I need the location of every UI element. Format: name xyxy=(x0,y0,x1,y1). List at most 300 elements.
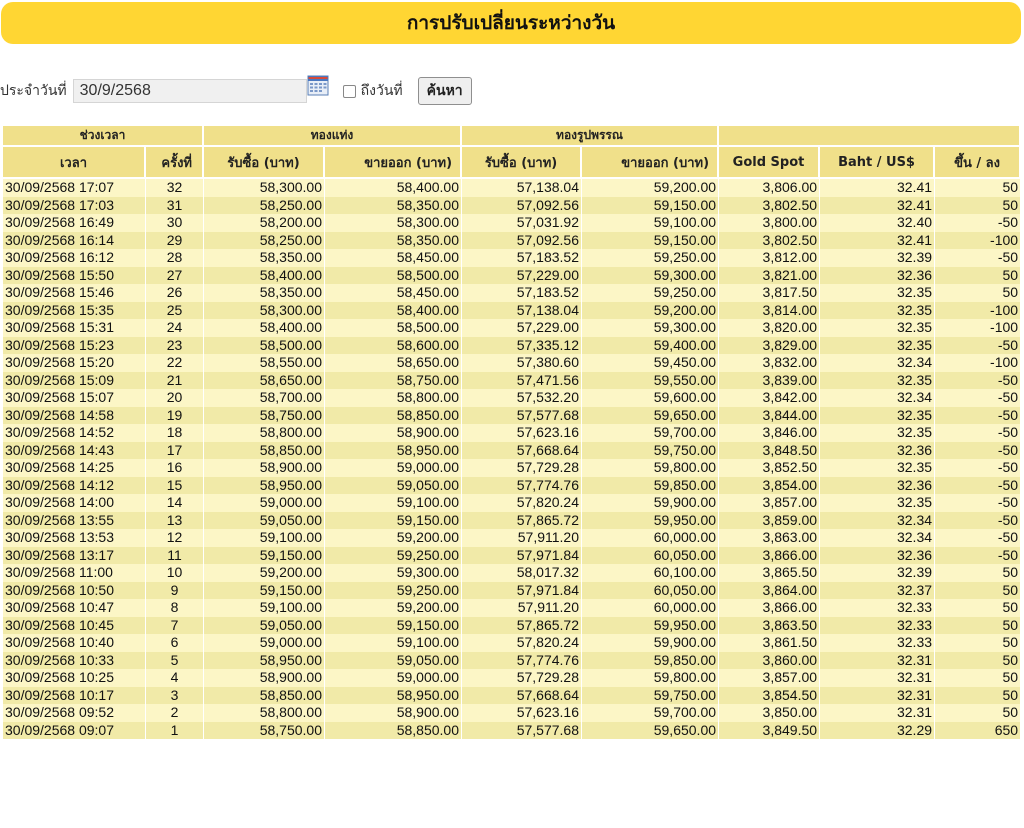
cell-bar-sell: 59,100.00 xyxy=(325,494,462,512)
cell-gold-spot: 3,800.00 xyxy=(719,214,820,232)
cell-ornament-sell: 59,950.00 xyxy=(582,617,719,635)
cell-baht-usd: 32.39 xyxy=(820,249,935,267)
cell-count: 13 xyxy=(146,512,204,530)
cell-bar-sell: 58,300.00 xyxy=(325,214,462,232)
group-header-other xyxy=(719,126,1021,147)
to-date-checkbox[interactable] xyxy=(343,85,356,98)
cell-ornament-buy: 57,623.16 xyxy=(462,424,582,442)
cell-gold-spot: 3,849.50 xyxy=(719,722,820,740)
cell-baht-usd: 32.35 xyxy=(820,494,935,512)
cell-change: 50 xyxy=(935,617,1021,635)
cell-bar-buy: 58,350.00 xyxy=(204,249,325,267)
table-row xyxy=(3,704,1021,722)
cell-gold-spot: 3,806.00 xyxy=(719,179,820,197)
table-row xyxy=(3,459,1021,477)
cell-bar-sell: 58,900.00 xyxy=(325,424,462,442)
table-row xyxy=(3,564,1021,582)
cell-change: 50 xyxy=(935,267,1021,285)
cell-gold-spot: 3,812.00 xyxy=(719,249,820,267)
cell-count: 16 xyxy=(146,459,204,477)
cell-baht-usd: 32.35 xyxy=(820,459,935,477)
cell-gold-spot: 3,863.00 xyxy=(719,529,820,547)
cell-count: 9 xyxy=(146,582,204,600)
price-table xyxy=(3,126,1021,739)
cell-time: 30/09/2568 15:50 xyxy=(3,267,146,285)
cell-gold-spot: 3,832.00 xyxy=(719,354,820,372)
cell-bar-sell: 59,050.00 xyxy=(325,652,462,670)
cell-change: 50 xyxy=(935,599,1021,617)
cell-baht-usd: 32.31 xyxy=(820,652,935,670)
table-row xyxy=(3,302,1021,320)
cell-change: -50 xyxy=(935,547,1021,565)
cell-change: 50 xyxy=(935,704,1021,722)
cell-bar-buy: 58,200.00 xyxy=(204,214,325,232)
cell-time: 30/09/2568 11:00 xyxy=(3,564,146,582)
cell-ornament-sell: 59,150.00 xyxy=(582,232,719,250)
cell-bar-sell: 58,600.00 xyxy=(325,337,462,355)
cell-ornament-buy: 57,865.72 xyxy=(462,617,582,635)
cell-bar-sell: 59,200.00 xyxy=(325,529,462,547)
cell-baht-usd: 32.36 xyxy=(820,477,935,495)
cell-baht-usd: 32.36 xyxy=(820,547,935,565)
cell-ornament-buy: 57,911.20 xyxy=(462,599,582,617)
cell-time: 30/09/2568 13:55 xyxy=(3,512,146,530)
cell-bar-sell: 59,250.00 xyxy=(325,582,462,600)
cell-bar-buy: 58,500.00 xyxy=(204,337,325,355)
cell-bar-buy: 58,850.00 xyxy=(204,442,325,460)
cell-bar-sell: 58,800.00 xyxy=(325,389,462,407)
cell-count: 19 xyxy=(146,407,204,425)
table-row xyxy=(3,512,1021,530)
cell-change: -100 xyxy=(935,354,1021,372)
cell-baht-usd: 32.35 xyxy=(820,284,935,302)
cell-change: -50 xyxy=(935,372,1021,390)
cell-gold-spot: 3,865.50 xyxy=(719,564,820,582)
cell-ornament-sell: 60,050.00 xyxy=(582,582,719,600)
cell-ornament-sell: 59,950.00 xyxy=(582,512,719,530)
cell-bar-sell: 58,650.00 xyxy=(325,354,462,372)
cell-time: 30/09/2568 10:47 xyxy=(3,599,146,617)
cell-count: 14 xyxy=(146,494,204,512)
cell-ornament-buy: 57,532.20 xyxy=(462,389,582,407)
cell-time: 30/09/2568 10:33 xyxy=(3,652,146,670)
cell-ornament-buy: 57,335.12 xyxy=(462,337,582,355)
cell-gold-spot: 3,866.00 xyxy=(719,547,820,565)
cell-time: 30/09/2568 09:07 xyxy=(3,722,146,740)
cell-count: 31 xyxy=(146,197,204,215)
cell-change: 50 xyxy=(935,652,1021,670)
cell-change: -100 xyxy=(935,302,1021,320)
cell-time: 30/09/2568 15:09 xyxy=(3,372,146,390)
cell-ornament-buy: 57,820.24 xyxy=(462,494,582,512)
cell-baht-usd: 32.36 xyxy=(820,442,935,460)
group-header-row xyxy=(3,126,1021,147)
cell-gold-spot: 3,857.00 xyxy=(719,669,820,687)
cell-bar-buy: 58,650.00 xyxy=(204,372,325,390)
table-row xyxy=(3,389,1021,407)
cell-bar-buy: 59,100.00 xyxy=(204,529,325,547)
cell-count: 3 xyxy=(146,687,204,705)
cell-bar-buy: 58,700.00 xyxy=(204,389,325,407)
calendar-icon[interactable] xyxy=(307,74,329,96)
table-row xyxy=(3,179,1021,197)
cell-count: 6 xyxy=(146,634,204,652)
cell-bar-buy: 58,400.00 xyxy=(204,319,325,337)
cell-ornament-buy: 57,971.84 xyxy=(462,582,582,600)
column-header-bar-buy: รับซื้อ (บาท) xyxy=(204,147,325,179)
cell-ornament-sell: 59,850.00 xyxy=(582,652,719,670)
cell-count: 30 xyxy=(146,214,204,232)
cell-bar-sell: 59,150.00 xyxy=(325,617,462,635)
cell-time: 30/09/2568 17:03 xyxy=(3,197,146,215)
cell-ornament-buy: 57,229.00 xyxy=(462,319,582,337)
cell-bar-buy: 59,100.00 xyxy=(204,599,325,617)
cell-bar-sell: 58,450.00 xyxy=(325,284,462,302)
cell-ornament-sell: 59,150.00 xyxy=(582,197,719,215)
cell-time: 30/09/2568 16:12 xyxy=(3,249,146,267)
cell-bar-buy: 58,950.00 xyxy=(204,477,325,495)
cell-gold-spot: 3,861.50 xyxy=(719,634,820,652)
cell-bar-sell: 58,450.00 xyxy=(325,249,462,267)
table-row xyxy=(3,284,1021,302)
column-header-change: ขึ้น / ลง xyxy=(935,147,1021,179)
cell-ornament-sell: 59,750.00 xyxy=(582,687,719,705)
cell-ornament-sell: 60,100.00 xyxy=(582,564,719,582)
cell-count: 22 xyxy=(146,354,204,372)
cell-ornament-sell: 59,700.00 xyxy=(582,704,719,722)
cell-count: 24 xyxy=(146,319,204,337)
table-row xyxy=(3,547,1021,565)
cell-count: 15 xyxy=(146,477,204,495)
cell-baht-usd: 32.35 xyxy=(820,302,935,320)
cell-baht-usd: 32.34 xyxy=(820,354,935,372)
cell-bar-buy: 58,800.00 xyxy=(204,704,325,722)
cell-time: 30/09/2568 14:52 xyxy=(3,424,146,442)
cell-ornament-sell: 59,250.00 xyxy=(582,284,719,302)
cell-time: 30/09/2568 14:43 xyxy=(3,442,146,460)
cell-baht-usd: 32.35 xyxy=(820,337,935,355)
cell-bar-buy: 58,750.00 xyxy=(204,722,325,740)
cell-change: -50 xyxy=(935,529,1021,547)
cell-count: 32 xyxy=(146,179,204,197)
cell-time: 30/09/2568 10:25 xyxy=(3,669,146,687)
cell-change: -50 xyxy=(935,424,1021,442)
cell-bar-sell: 58,500.00 xyxy=(325,319,462,337)
column-header-ornament-sell: ขายออก (บาท) xyxy=(582,147,719,179)
cell-gold-spot: 3,848.50 xyxy=(719,442,820,460)
table-row xyxy=(3,424,1021,442)
cell-ornament-sell: 60,050.00 xyxy=(582,547,719,565)
column-header-bar-sell: ขายออก (บาท) xyxy=(325,147,462,179)
cell-count: 2 xyxy=(146,704,204,722)
cell-ornament-buy: 57,911.20 xyxy=(462,529,582,547)
cell-bar-buy: 58,900.00 xyxy=(204,669,325,687)
cell-ornament-sell: 59,800.00 xyxy=(582,669,719,687)
cell-count: 18 xyxy=(146,424,204,442)
cell-time: 30/09/2568 17:07 xyxy=(3,179,146,197)
cell-change: 50 xyxy=(935,564,1021,582)
cell-baht-usd: 32.36 xyxy=(820,267,935,285)
cell-ornament-buy: 57,820.24 xyxy=(462,634,582,652)
cell-ornament-buy: 57,729.28 xyxy=(462,669,582,687)
cell-count: 10 xyxy=(146,564,204,582)
table-row xyxy=(3,582,1021,600)
cell-ornament-buy: 57,380.60 xyxy=(462,354,582,372)
cell-ornament-sell: 59,750.00 xyxy=(582,442,719,460)
cell-ornament-buy: 57,774.76 xyxy=(462,477,582,495)
cell-time: 30/09/2568 13:17 xyxy=(3,547,146,565)
cell-ornament-sell: 59,700.00 xyxy=(582,424,719,442)
table-row xyxy=(3,372,1021,390)
cell-ornament-buy: 57,471.56 xyxy=(462,372,582,390)
cell-bar-buy: 58,300.00 xyxy=(204,302,325,320)
table-row xyxy=(3,634,1021,652)
cell-bar-sell: 58,950.00 xyxy=(325,442,462,460)
cell-change: 50 xyxy=(935,284,1021,302)
cell-time: 30/09/2568 15:07 xyxy=(3,389,146,407)
cell-ornament-sell: 59,450.00 xyxy=(582,354,719,372)
cell-baht-usd: 32.33 xyxy=(820,634,935,652)
table-row xyxy=(3,249,1021,267)
cell-ornament-sell: 59,300.00 xyxy=(582,267,719,285)
cell-bar-sell: 58,350.00 xyxy=(325,197,462,215)
cell-change: 50 xyxy=(935,634,1021,652)
cell-ornament-buy: 57,183.52 xyxy=(462,249,582,267)
cell-ornament-sell: 60,000.00 xyxy=(582,599,719,617)
to-date-label: ถึงวันที่ xyxy=(360,83,403,99)
cell-gold-spot: 3,817.50 xyxy=(719,284,820,302)
cell-ornament-sell: 59,300.00 xyxy=(582,319,719,337)
cell-ornament-buy: 57,031.92 xyxy=(462,214,582,232)
table-row xyxy=(3,214,1021,232)
cell-time: 30/09/2568 14:12 xyxy=(3,477,146,495)
cell-ornament-buy: 58,017.32 xyxy=(462,564,582,582)
cell-time: 30/09/2568 16:49 xyxy=(3,214,146,232)
cell-gold-spot: 3,802.50 xyxy=(719,232,820,250)
cell-gold-spot: 3,829.00 xyxy=(719,337,820,355)
cell-change: -50 xyxy=(935,442,1021,460)
table-row xyxy=(3,442,1021,460)
cell-time: 30/09/2568 09:52 xyxy=(3,704,146,722)
cell-gold-spot: 3,844.00 xyxy=(719,407,820,425)
cell-baht-usd: 32.31 xyxy=(820,669,935,687)
cell-time: 30/09/2568 13:53 xyxy=(3,529,146,547)
column-header-row xyxy=(3,147,1021,179)
cell-ornament-sell: 59,550.00 xyxy=(582,372,719,390)
cell-count: 5 xyxy=(146,652,204,670)
cell-ornament-sell: 59,650.00 xyxy=(582,407,719,425)
cell-baht-usd: 32.34 xyxy=(820,529,935,547)
table-row xyxy=(3,529,1021,547)
cell-count: 25 xyxy=(146,302,204,320)
column-header-count: ครั้งที่ xyxy=(146,147,204,179)
cell-bar-buy: 58,850.00 xyxy=(204,687,325,705)
cell-bar-buy: 59,050.00 xyxy=(204,617,325,635)
cell-baht-usd: 32.35 xyxy=(820,372,935,390)
cell-change: -100 xyxy=(935,319,1021,337)
cell-time: 30/09/2568 14:25 xyxy=(3,459,146,477)
cell-bar-sell: 59,050.00 xyxy=(325,477,462,495)
cell-count: 8 xyxy=(146,599,204,617)
column-header-time: เวลา xyxy=(3,147,146,179)
cell-count: 26 xyxy=(146,284,204,302)
cell-ornament-sell: 59,900.00 xyxy=(582,494,719,512)
cell-count: 12 xyxy=(146,529,204,547)
cell-change: -50 xyxy=(935,407,1021,425)
cell-change: -50 xyxy=(935,477,1021,495)
cell-bar-sell: 58,950.00 xyxy=(325,687,462,705)
cell-time: 30/09/2568 10:50 xyxy=(3,582,146,600)
table-row xyxy=(3,197,1021,215)
cell-bar-buy: 58,550.00 xyxy=(204,354,325,372)
cell-gold-spot: 3,859.00 xyxy=(719,512,820,530)
cell-time: 30/09/2568 15:31 xyxy=(3,319,146,337)
date-label: ประจำวันที่ xyxy=(0,83,67,99)
cell-count: 29 xyxy=(146,232,204,250)
cell-change: 650 xyxy=(935,722,1021,740)
cell-ornament-sell: 59,850.00 xyxy=(582,477,719,495)
cell-ornament-buy: 57,183.52 xyxy=(462,284,582,302)
cell-bar-buy: 59,000.00 xyxy=(204,634,325,652)
cell-gold-spot: 3,846.00 xyxy=(719,424,820,442)
cell-ornament-buy: 57,138.04 xyxy=(462,302,582,320)
table-row xyxy=(3,494,1021,512)
cell-time: 30/09/2568 15:46 xyxy=(3,284,146,302)
search-button[interactable]: ค้นหา xyxy=(418,77,472,105)
cell-time: 30/09/2568 15:20 xyxy=(3,354,146,372)
cell-time: 30/09/2568 15:35 xyxy=(3,302,146,320)
table-row xyxy=(3,652,1021,670)
table-row xyxy=(3,669,1021,687)
cell-count: 17 xyxy=(146,442,204,460)
table-row xyxy=(3,354,1021,372)
table-body xyxy=(3,179,1021,739)
cell-ornament-sell: 59,100.00 xyxy=(582,214,719,232)
cell-time: 30/09/2568 15:23 xyxy=(3,337,146,355)
cell-bar-buy: 58,350.00 xyxy=(204,284,325,302)
cell-bar-sell: 58,500.00 xyxy=(325,267,462,285)
cell-time: 30/09/2568 10:45 xyxy=(3,617,146,635)
cell-bar-buy: 58,900.00 xyxy=(204,459,325,477)
cell-ornament-buy: 57,092.56 xyxy=(462,197,582,215)
cell-ornament-buy: 57,623.16 xyxy=(462,704,582,722)
cell-change: -50 xyxy=(935,214,1021,232)
page-title: การปรับเปลี่ยนระหว่างวัน xyxy=(1,2,1021,44)
cell-bar-sell: 59,150.00 xyxy=(325,512,462,530)
cell-baht-usd: 32.41 xyxy=(820,179,935,197)
cell-baht-usd: 32.41 xyxy=(820,232,935,250)
cell-change: 50 xyxy=(935,179,1021,197)
table-row xyxy=(3,617,1021,635)
cell-gold-spot: 3,866.00 xyxy=(719,599,820,617)
cell-gold-spot: 3,839.00 xyxy=(719,372,820,390)
cell-bar-buy: 59,000.00 xyxy=(204,494,325,512)
date-input[interactable] xyxy=(73,79,307,103)
cell-change: 50 xyxy=(935,197,1021,215)
cell-ornament-buy: 57,668.64 xyxy=(462,442,582,460)
cell-bar-sell: 58,400.00 xyxy=(325,302,462,320)
group-header-gold-bar: ทองแท่ง xyxy=(204,126,462,147)
cell-gold-spot: 3,860.00 xyxy=(719,652,820,670)
column-header-baht-usd: Baht / US$ xyxy=(820,147,935,179)
cell-baht-usd: 32.40 xyxy=(820,214,935,232)
cell-change: -50 xyxy=(935,337,1021,355)
cell-ornament-buy: 57,865.72 xyxy=(462,512,582,530)
table-row xyxy=(3,267,1021,285)
group-header-gold-ornament: ทองรูปพรรณ xyxy=(462,126,719,147)
cell-gold-spot: 3,850.00 xyxy=(719,704,820,722)
cell-change: -50 xyxy=(935,494,1021,512)
column-header-ornament-buy: รับซื้อ (บาท) xyxy=(462,147,582,179)
cell-bar-sell: 58,400.00 xyxy=(325,179,462,197)
column-header-gold-spot: Gold Spot xyxy=(719,147,820,179)
cell-bar-sell: 58,750.00 xyxy=(325,372,462,390)
cell-change: 50 xyxy=(935,582,1021,600)
cell-ornament-buy: 57,577.68 xyxy=(462,722,582,740)
cell-ornament-buy: 57,729.28 xyxy=(462,459,582,477)
cell-ornament-sell: 60,000.00 xyxy=(582,529,719,547)
table-row xyxy=(3,232,1021,250)
cell-change: -50 xyxy=(935,389,1021,407)
cell-baht-usd: 32.41 xyxy=(820,197,935,215)
cell-ornament-sell: 59,250.00 xyxy=(582,249,719,267)
cell-baht-usd: 32.34 xyxy=(820,389,935,407)
cell-baht-usd: 32.33 xyxy=(820,617,935,635)
cell-gold-spot: 3,854.50 xyxy=(719,687,820,705)
cell-count: 28 xyxy=(146,249,204,267)
cell-bar-buy: 59,150.00 xyxy=(204,582,325,600)
cell-baht-usd: 32.31 xyxy=(820,687,935,705)
cell-ornament-sell: 59,200.00 xyxy=(582,179,719,197)
cell-gold-spot: 3,820.00 xyxy=(719,319,820,337)
group-header-time-range: ช่วงเวลา xyxy=(3,126,204,147)
table-row xyxy=(3,337,1021,355)
cell-ornament-buy: 57,774.76 xyxy=(462,652,582,670)
cell-bar-buy: 58,800.00 xyxy=(204,424,325,442)
cell-bar-buy: 58,250.00 xyxy=(204,197,325,215)
cell-bar-sell: 58,900.00 xyxy=(325,704,462,722)
cell-ornament-buy: 57,229.00 xyxy=(462,267,582,285)
cell-gold-spot: 3,857.00 xyxy=(719,494,820,512)
cell-ornament-buy: 57,668.64 xyxy=(462,687,582,705)
cell-baht-usd: 32.29 xyxy=(820,722,935,740)
cell-bar-sell: 59,000.00 xyxy=(325,459,462,477)
cell-baht-usd: 32.37 xyxy=(820,582,935,600)
cell-gold-spot: 3,864.00 xyxy=(719,582,820,600)
cell-count: 23 xyxy=(146,337,204,355)
cell-bar-buy: 58,250.00 xyxy=(204,232,325,250)
cell-ornament-buy: 57,092.56 xyxy=(462,232,582,250)
cell-gold-spot: 3,814.00 xyxy=(719,302,820,320)
cell-ornament-sell: 59,200.00 xyxy=(582,302,719,320)
table-row xyxy=(3,407,1021,425)
cell-ornament-buy: 57,138.04 xyxy=(462,179,582,197)
cell-ornament-sell: 59,400.00 xyxy=(582,337,719,355)
cell-bar-buy: 59,050.00 xyxy=(204,512,325,530)
table-row xyxy=(3,477,1021,495)
cell-ornament-sell: 59,650.00 xyxy=(582,722,719,740)
cell-bar-sell: 58,850.00 xyxy=(325,407,462,425)
table-row xyxy=(3,687,1021,705)
cell-ornament-buy: 57,971.84 xyxy=(462,547,582,565)
cell-gold-spot: 3,863.50 xyxy=(719,617,820,635)
cell-bar-sell: 58,850.00 xyxy=(325,722,462,740)
table-row xyxy=(3,599,1021,617)
cell-ornament-sell: 59,600.00 xyxy=(582,389,719,407)
cell-bar-buy: 58,750.00 xyxy=(204,407,325,425)
cell-count: 7 xyxy=(146,617,204,635)
cell-change: 50 xyxy=(935,687,1021,705)
